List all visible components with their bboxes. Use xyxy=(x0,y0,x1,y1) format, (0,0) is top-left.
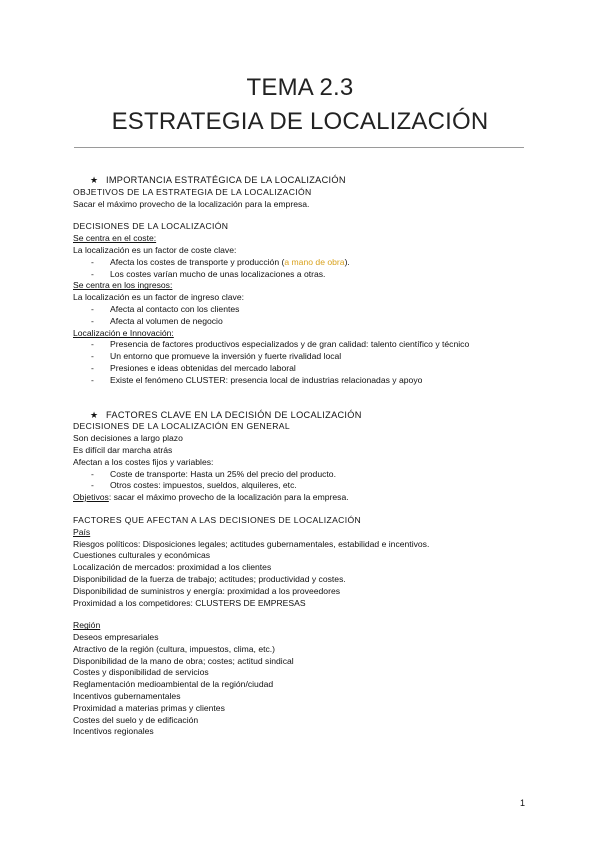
list-item: Costes y disponibilidad de servicios xyxy=(73,667,209,678)
section-heading-importancia: ★ IMPORTANCIA ESTRATÉGICA DE LA LOCALIZACIÓN xyxy=(90,175,346,185)
list-item: Localización de mercados: proximidad a los clientes xyxy=(73,562,272,573)
list-item: Cuestiones culturales y económicas xyxy=(73,550,211,561)
list-item: Disponibilidad de suministros y energía: proximidad a los proveedores xyxy=(73,585,341,596)
list-item: Disponibilidad de la mano de obra; costes; actitud sindical xyxy=(73,655,294,666)
paragraph: Sacar el máximo provecho de la localización para la empresa. xyxy=(73,198,310,209)
list-item: Costes del suelo y de edificación xyxy=(73,714,199,725)
list-item: Proximidad a materias primas y clientes xyxy=(73,702,225,713)
list-item: Riesgos políticos: Disposiciones legales; actitudes gubernamentales, estabilidad e incentivos. xyxy=(73,538,430,549)
list-item: Reglamentación medioambiental de la región/ciudad xyxy=(73,679,274,690)
list-item: - Existe el fenómeno CLUSTER: presencia local de industrias relacionadas y apoyo xyxy=(91,374,423,385)
star-bullet-icon: ★ xyxy=(90,175,99,185)
title-divider xyxy=(74,147,524,148)
page-number: 1 xyxy=(520,798,526,808)
list-item: - Presiones e ideas obtenidas del mercado laboral xyxy=(91,362,296,373)
paragraph: Es difícil dar marcha atrás xyxy=(73,444,173,455)
star-bullet-icon: ★ xyxy=(90,409,99,420)
subheading-factores: FACTORES QUE AFECTAN A LAS DECISIONES DE LOCALIZACIÓN xyxy=(73,514,362,525)
list-item: Disponibilidad de la fuerza de trabajo; actitudes; productividad y costes. xyxy=(73,573,346,584)
list-item: - Afecta los costes de transporte y producción (a mano de obra). xyxy=(91,256,350,267)
title-line-1: TEMA 2.3 xyxy=(246,74,354,101)
highlighted-text: a mano de obra xyxy=(284,256,345,267)
section-heading-factores: ★ FACTORES CLAVE EN LA DECISIÓN DE LOCALIZACIÓN xyxy=(90,409,362,420)
list-item: Incentivos gubernamentales xyxy=(73,691,181,702)
label-region: Región xyxy=(73,620,101,631)
region-list xyxy=(73,632,543,738)
list-item: - Presencia de factores productivos especializados y de gran calidad: talento científico y técnico xyxy=(91,339,470,350)
subheading-decisiones: DECISIONES DE LA LOCALIZACIÓN xyxy=(73,221,229,232)
label-pais: País xyxy=(73,526,91,537)
list-item: - Afecta al contacto con los clientes xyxy=(91,303,240,314)
list-item: Deseos empresariales xyxy=(73,632,159,643)
subheading-objetivos: OBJETIVOS DE LA ESTRATEGIA DE LA LOCALIZACIÓN xyxy=(73,186,312,197)
document-body xyxy=(73,175,543,738)
paragraph: Afectan a los costes fijos y variables: xyxy=(73,456,214,467)
list-item: Proximidad a los competidores: CLUSTERS DE EMPRESAS xyxy=(73,597,306,608)
label-coste: Se centra en el coste: xyxy=(73,233,157,244)
label-innovacion: Localización e Innovación: xyxy=(73,327,174,338)
subheading-general: DECISIONES DE LA LOCALIZACIÓN EN GENERAL xyxy=(73,421,290,432)
paragraph: La localización es un factor de coste clave: xyxy=(73,244,237,255)
list-item: - Los costes varían mucho de unas localizaciones a otras. xyxy=(91,268,326,279)
paragraph: Son decisiones a largo plazo xyxy=(73,433,183,444)
list-item: - Coste de transporte: Hasta un 25% del precio del producto. xyxy=(91,468,336,479)
list-item: Incentivos regionales xyxy=(73,726,154,737)
list-item: - Un entorno que promueve la inversión y fuerte rivalidad local xyxy=(91,351,342,362)
paragraph: La localización es un factor de ingreso clave: xyxy=(73,292,245,303)
title-line-2: ESTRATEGIA DE LOCALIZACIÓN xyxy=(111,108,489,135)
pais-list xyxy=(73,539,543,610)
list-item: - Afecta al volumen de negocio xyxy=(91,315,223,326)
list-item: Atractivo de la región (cultura, impuestos, clima, etc.) xyxy=(73,643,276,654)
label-ingresos: Se centra en los ingresos: xyxy=(73,280,173,291)
paragraph-objetivos: Objetivos: sacar el máximo provecho de la localización para la empresa. xyxy=(73,492,349,503)
list-item: - Otros costes: impuestos, sueldos, alquileres, etc. xyxy=(91,480,297,491)
